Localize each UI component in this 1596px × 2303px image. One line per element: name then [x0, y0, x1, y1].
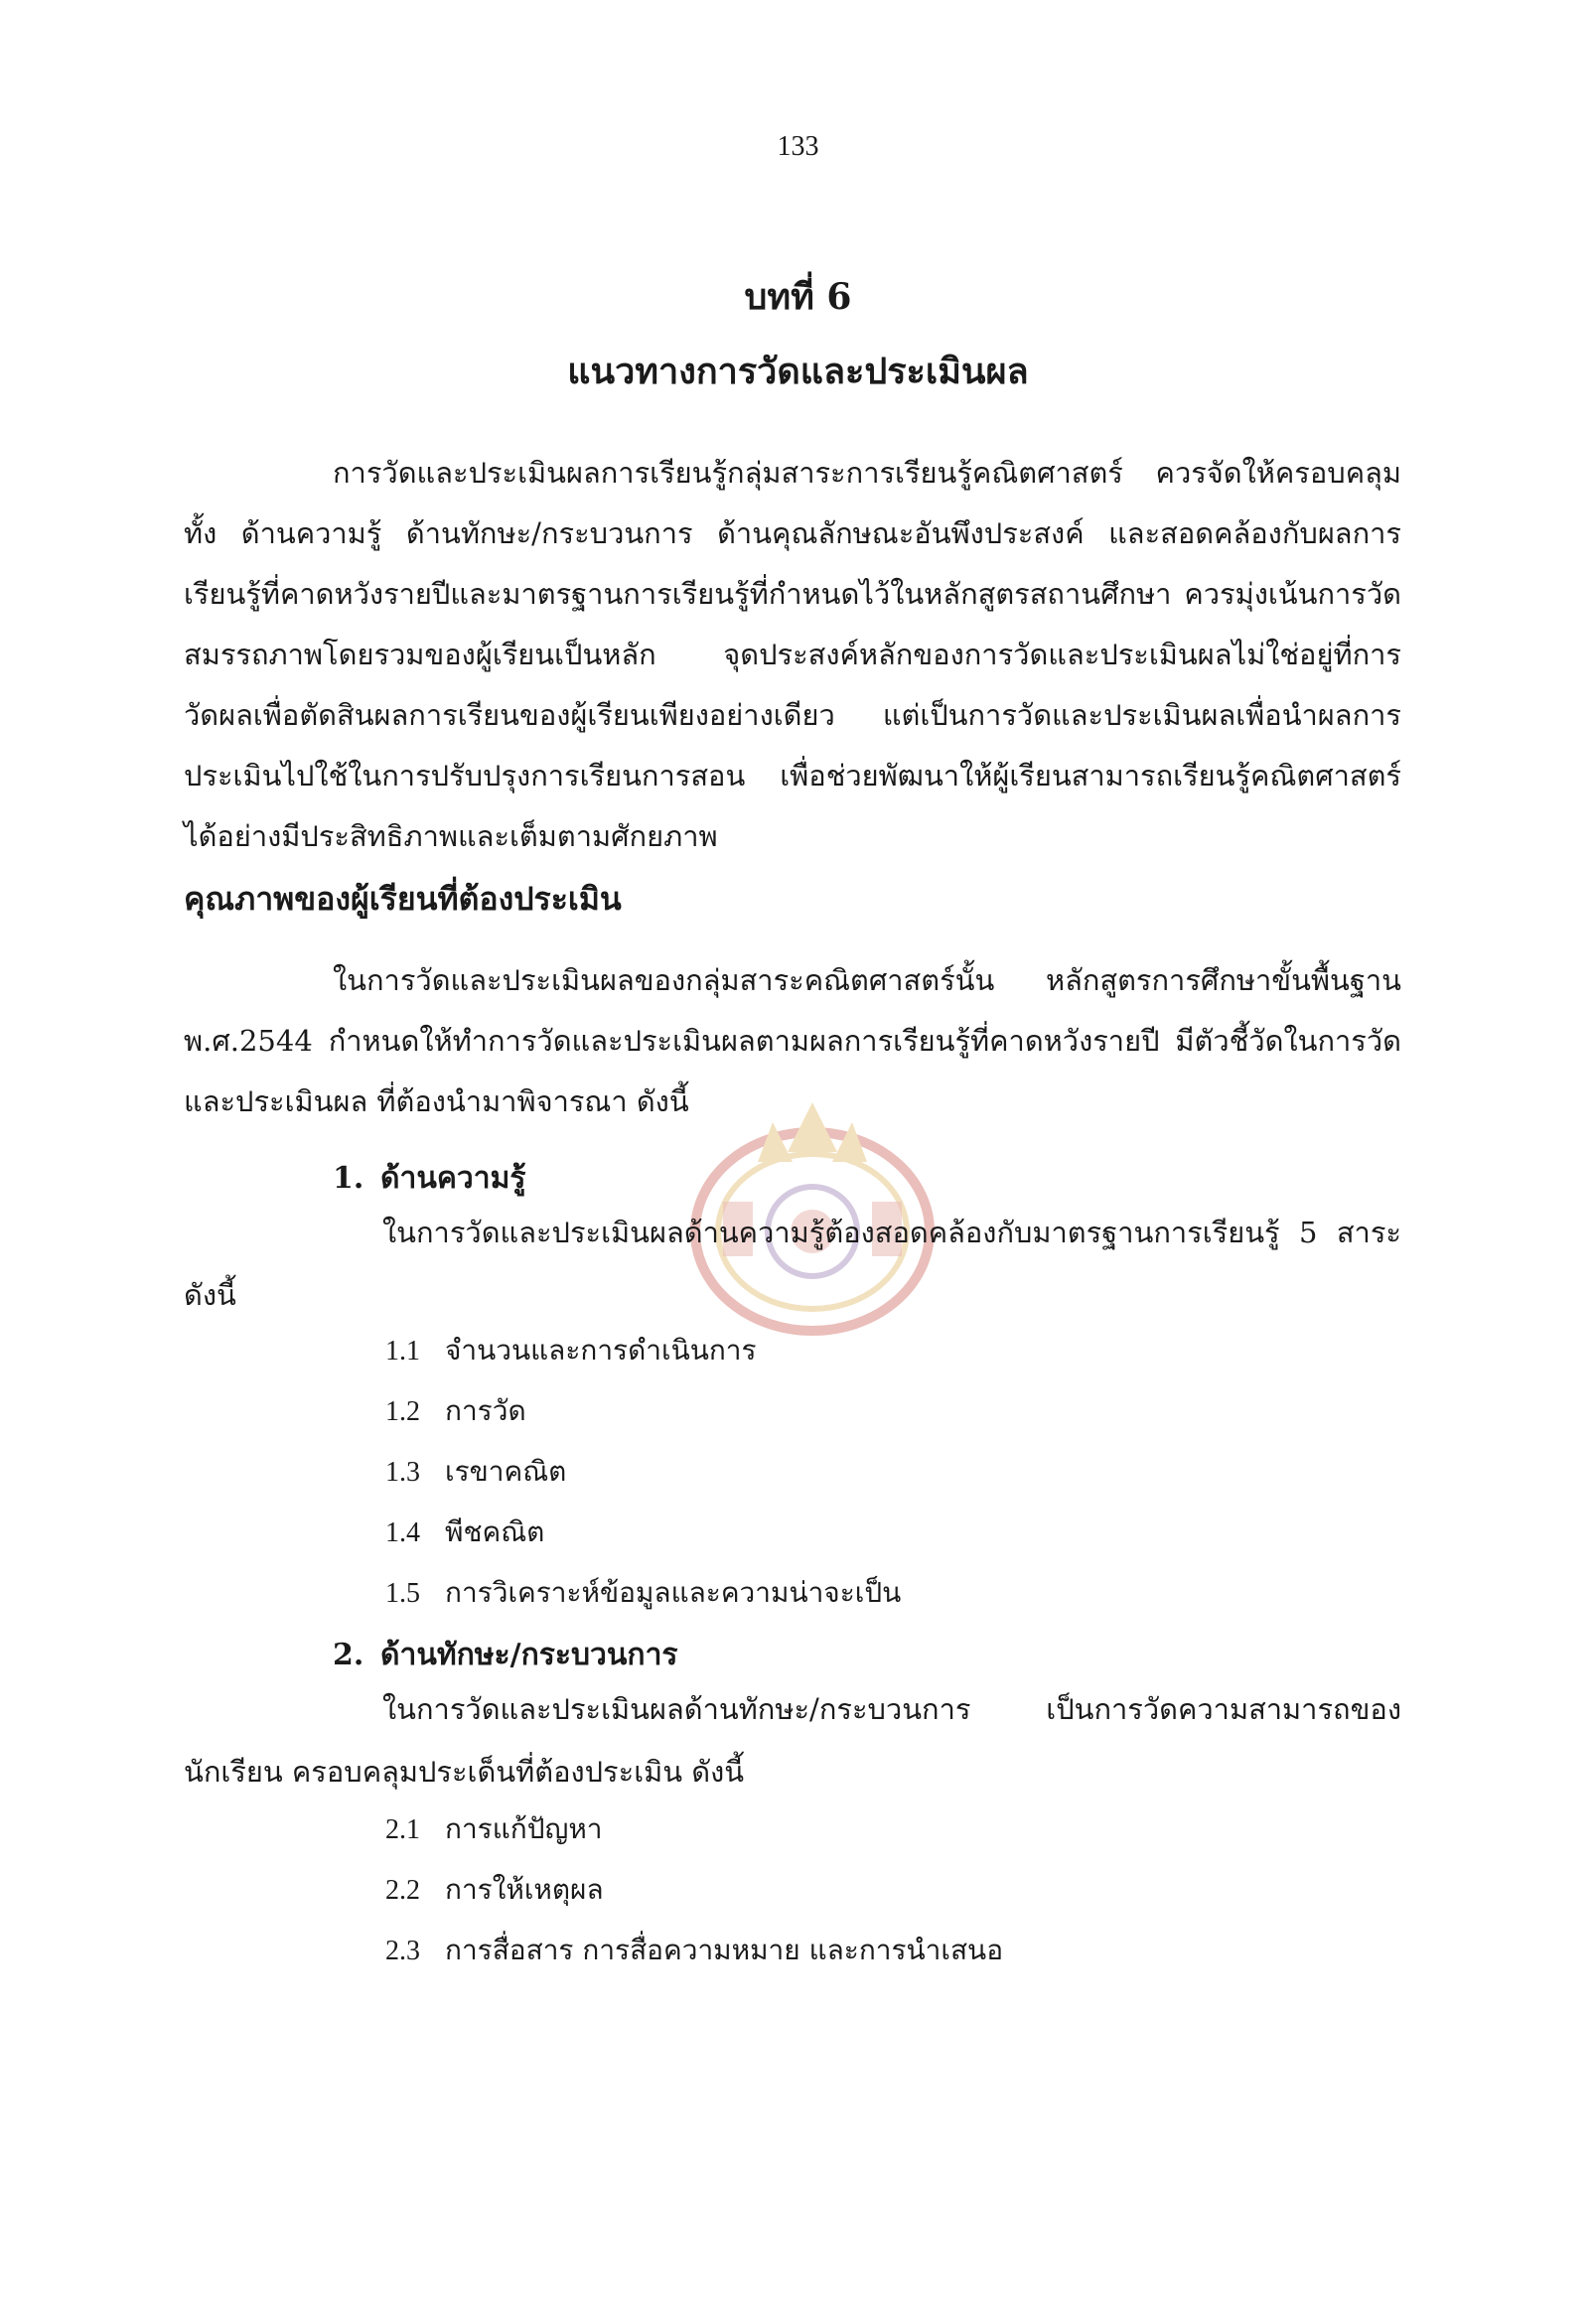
list-item: 2.2 การให้เหตุผล [385, 1873, 604, 1906]
section-heading: คุณภาพของผู้เรียนที่ต้องประเมิน [184, 880, 622, 918]
knowledge-paragraph: ในการวัดและประเมินผลด้านความรู้ต้องสอดคล้องกับมาตรฐานการเรียนรู้ 5 สาระ ดังนี้ [184, 1216, 1401, 1312]
list-item: 1.2 การวัด [385, 1394, 526, 1427]
knowledge-heading-label: ด้านความรู้ [380, 1161, 526, 1196]
quality-paragraph: ในการวัดและประเมินผลของกลุ่มสาระคณิตศาสตร์นั้น หลักสูตรการศึกษาขั้นพื้นฐาน พ.ศ.2544 กำหนดให้ทำการวัดและประเมินผลตามผลการเรียนรู้ที่คาดหวังรายปี มีตัวชี้วัดในการวัดและประเมินผล ที่ต้องนำมาพิจารณา ดังนี้ [184, 963, 1401, 1118]
page-number: 133 [777, 131, 819, 162]
list-item: 1.3 เรขาคณิต [385, 1455, 567, 1488]
intro-paragraph: การวัดและประเมินผลการเรียนรู้กลุ่มสาระการเรียนรู้คณิตศาสตร์ ควรจัดให้ครอบคลุมทั้ง ด้านความรู้ ด้านทักษะ/กระบวนการ ด้านคุณลักษณะอันพึงประสงค์ และสอดคล้องกับผลการเรียนรู้ที่คาดหวังรายปีและมาตรฐานการเรียนรู้ที่กำหนดไว้ในหลักสูตรสถานศึกษา ควรมุ่งเน้นการวัดสมรรถภาพโดยรวมของผู้เรียนเป็นหลัก จุดประสงค์หลักของการวัดและประเมินผลไม่ใช่อยู่ที่การวัดผลเพื่อตัดสินผลการเรียนของผู้เรียนเพียงอย่างเดียว แต่เป็นการวัดและประเมินผลเพื่อนำผลการประเมินไปใช้ในการปรับปรุงการเรียนการสอน เพื่อช่วยพัฒนาให้ผู้เรียนสามารถเรียนรู้คณิตศาสตร์ได้อย่างมีประสิทธิภาพและเต็มตามศักยภาพ [184, 456, 1401, 853]
list-item: 1.5 การวิเคราะห์ข้อมูลและความน่าจะเป็น [385, 1576, 902, 1609]
knowledge-heading [333, 1155, 525, 1202]
chapter-title: แนวทางการวัดและประเมินผล [567, 351, 1029, 392]
list-item: 1.1 จำนวนและการดำเนินการ [385, 1334, 757, 1367]
list-item: 2.3 การสื่อสาร การสื่อความหมาย และการนำเสนอ [385, 1934, 1004, 1966]
chapter-number: บทที่ 6 [744, 276, 852, 318]
list-item: 1.4 พีชคณิต [385, 1515, 545, 1548]
skills-paragraph: ในการวัดและประเมินผลด้านทักษะ/กระบวนการ เป็นการวัดความสามารถของนักเรียน ครอบคลุมประเด็นที่ต้องประเมิน ดังนี้ [184, 1692, 1401, 1789]
skills-number: 2. [333, 1638, 364, 1672]
skills-heading-label: ด้านทักษะ/กระบวนการ [380, 1638, 678, 1672]
knowledge-number: 1. [333, 1161, 364, 1196]
list-item: 2.1 การแก้ปัญหา [385, 1812, 603, 1845]
skills-heading [333, 1632, 678, 1678]
